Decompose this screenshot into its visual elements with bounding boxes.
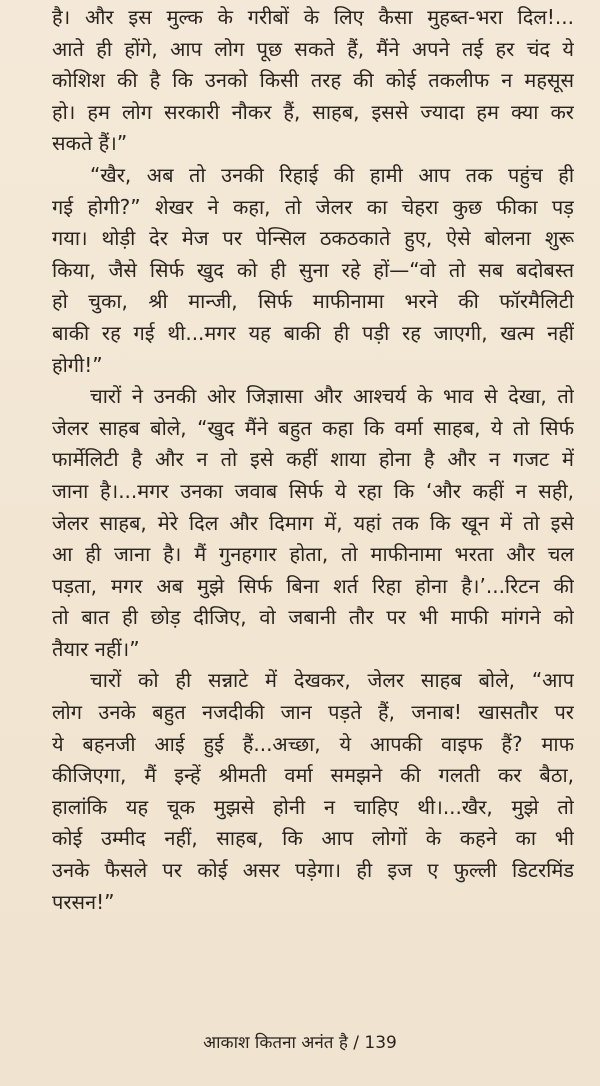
text-line: कोई उम्मीद नहीं, साहब, कि आप लोगों के कहने का भी bbox=[52, 826, 574, 851]
body-text bbox=[52, 2, 574, 918]
text-line: ये बहनजी आई हुई हैं...अच्छा, ये आपकी वाइफ हैं? माफ bbox=[52, 731, 574, 756]
text-line: हो चुका, श्री मान्जी, सिर्फ माफीनामा भरने की फॉरमैलिटी bbox=[52, 289, 574, 314]
text-line: कोशिश की है कि उनको किसी तरह की कोई तकलीफ न महसूस bbox=[52, 68, 574, 93]
text-line: किया, जैसे सिर्फ खुद को ही सुना रहे हों—“वो तो सब बदोबस्त bbox=[52, 257, 574, 282]
text-line: परसन!” bbox=[52, 889, 115, 914]
text-line: जेलर साहब बोले, “खुद मैंने बहुत कहा कि वर्मा साहब, ये तो सिर्फ bbox=[52, 415, 574, 440]
text-line: है। और इस मुल्क के गरीबों के लिए कैसा मुहब्त-भरा दिल!... bbox=[52, 5, 574, 29]
page-footer: आकाश कितना अनंत है / 139 bbox=[203, 1033, 397, 1053]
text-line: बाकी रह गई थी...मगर यह बाकी ही पड़ी रह जाएगी, खत्म नहीं bbox=[52, 320, 574, 345]
text-line: तो बात ही छोड़ दीजिए, वो जबानी तौर पर भी माफी मांगने को bbox=[52, 605, 574, 630]
text-line: होगी!” bbox=[52, 352, 103, 377]
text-line: सकते हैं।” bbox=[52, 131, 128, 156]
text-line: कीजिएगा, मैं इन्हें श्रीमती वर्मा समझने की गलती कर बैठा, bbox=[52, 763, 574, 788]
text-line: फार्मेलिटी है और न तो इसे कहीं शाया होना है और न गजट में bbox=[52, 447, 574, 472]
text-line: हालांकि यह चूक मुझसे होनी न चाहिए थी।...खैर, मुझे तो bbox=[52, 794, 574, 819]
text-line: पड़ता, मगर अब मुझे सिर्फ बिना शर्त रिहा होना है।’...रिटन की bbox=[52, 573, 574, 598]
text-line: चारों को ही सन्नाटे में देखकर, जेलर साहब बोले, “आप bbox=[90, 668, 574, 693]
text-line: जाना है।...मगर उनका जवाब सिर्फ ये रहा कि ‘और कहीं न सही, bbox=[52, 478, 574, 503]
text-line: तैयार नहीं।” bbox=[52, 636, 140, 661]
text-line: आते ही होंगे, आप लोग पूछ सकते हैं, मैंने अपने तई हर चंद ये bbox=[52, 36, 574, 61]
text-line: गई होगी?” शेखर ने कहा, तो जेलर का चेहरा कुछ फीका पड़ bbox=[52, 194, 574, 219]
text-line: हो। हम लोग सरकारी नौकर हैं, साहब, इससे ज्यादा हम क्या कर bbox=[52, 99, 574, 124]
text-line: लोग उनके बहुत नजदीकी जान पड़ते हैं, जनाब! खासतौर पर bbox=[52, 700, 574, 725]
text-line: “खैर, अब तो उनकी रिहाई की हामी आप तक पहुंच ही bbox=[90, 162, 574, 187]
text-line: चारों ने उनकी ओर जिज्ञासा और आश्चर्य के भाव से देखा, तो bbox=[90, 384, 574, 409]
text-line: आ ही जाना है। मैं गुनहगार होता, तो माफीनामा भरता और चल bbox=[52, 542, 574, 567]
text-line: जेलर साहब, मेरे दिल और दिमाग में, यहां तक कि खून में तो इसे bbox=[52, 510, 574, 535]
text-line: गया। थोड़ी देर मेज पर पेन्सिल ठकठकाते हुए, ऐसे बोलना शुरू bbox=[52, 226, 574, 251]
text-line: उनके फैसले पर कोई असर पड़ेगा। ही इज ए फुल्ली डिटरमिंड bbox=[52, 858, 574, 883]
